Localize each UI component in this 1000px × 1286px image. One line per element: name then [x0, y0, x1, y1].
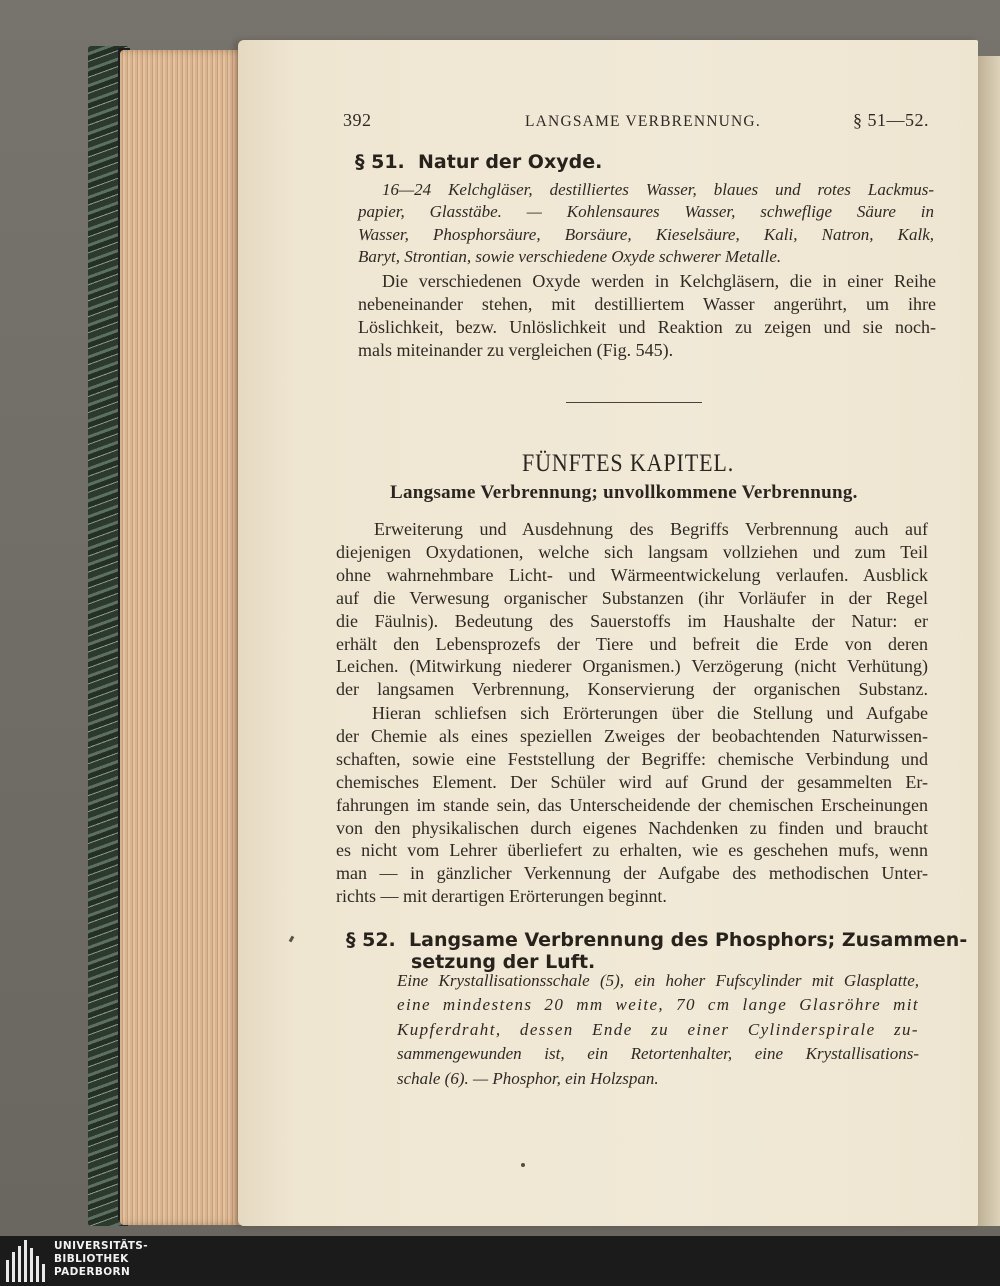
body-line: richts — mit derartigen Erörterungen beginnt.	[336, 886, 667, 907]
section-divider	[566, 402, 702, 403]
page-number: 392	[343, 110, 372, 130]
section-title: Langsame Verbrennung des Phosphors; Zusammen-	[409, 929, 968, 951]
library-name-line: PADERBORN	[54, 1266, 131, 1278]
chapter-paragraph-1	[336, 518, 928, 701]
section-51-body	[358, 270, 936, 362]
body-line: mals miteinander zu vergleichen (Fig. 545).	[358, 339, 674, 360]
body-line: chemisches Element. Der Schüler wird auf Grund der gesammelten Er-	[336, 771, 928, 792]
section-51-materials	[358, 179, 934, 268]
body-line: von den physikalischen durch eigenes Nachdenken zu finden und braucht	[336, 817, 928, 838]
page-block-edges	[120, 50, 248, 1225]
body-line: fahrungen im stande sein, das Unterscheidende der chemischen Erscheinungen	[336, 794, 928, 815]
materials-line: sammengewunden ist, ein Retortenhalter, eine Krystallisations-	[397, 1044, 919, 1064]
body-line: Hieran schliefsen sich Erörterungen über die Stellung und Aufgabe	[372, 703, 928, 723]
section-52-materials	[397, 969, 919, 1091]
body-line: auf die Verwesung organischer Substanzen (ihr Vorläufer in der Regel	[336, 587, 928, 608]
body-line: Leichen. (Mitwirkung niederer Organismen.) Verzögerung (nicht Verhütung)	[336, 656, 928, 677]
section-title: Natur der Oxyde.	[418, 151, 603, 173]
body-line: Erweiterung und Ausdehnung des Begriffs Verbrennung auch auf	[374, 519, 928, 539]
library-name-line: UNIVERSITÄTS-	[54, 1240, 149, 1252]
body-line: nebeneinander stehen, mit destilliertem Wasser angerührt, um ihre	[358, 293, 936, 314]
page-mark	[521, 1163, 525, 1167]
library-name	[54, 1240, 148, 1279]
body-line: man — in gänzlicher Verkennung der Aufgabe des methodischen Unter-	[336, 863, 928, 884]
body-line: Die verschiedenen Oxyde werden in Kelchgläsern, die in einer Reihe	[382, 271, 936, 291]
materials-line: papier, Glasstäbe. — Kohlensaures Wasser, schweflige Säure in	[358, 202, 934, 222]
materials-line: schale (6). — Phosphor, ein Holzspan.	[397, 1068, 659, 1088]
materials-line: Baryt, Strontian, sowie verschiedene Oxyde schwerer Metalle.	[358, 246, 782, 266]
materials-line: Kupferdraht, dessen Ende zu einer Cylinderspirale zu-	[397, 1019, 919, 1039]
library-name-line: BIBLIOTHEK	[54, 1253, 129, 1265]
section-52-heading	[346, 929, 967, 951]
body-line: der Chemie als eines speziellen Zweiges der beobachtenden Naturwissen-	[336, 725, 928, 746]
materials-line: 16—24 Kelchgläser, destilliertes Wasser, blaues und rotes Lackmus-	[382, 180, 934, 199]
body-line: die Fäulnis). Bedeutung des Sauerstoffs im Haushalte der Natur: er	[336, 610, 928, 631]
materials-line: Wasser, Phosphorsäure, Borsäure, Kieselsäure, Kali, Natron, Kalk,	[358, 224, 934, 244]
materials-line: Eine Krystallisationsschale (5), ein hoher Fufscylinder mit Glasplatte,	[397, 971, 919, 990]
section-range: § 51—52.	[853, 110, 929, 130]
body-line: Löslichkeit, bezw. Unlöslichkeit und Reaktion zu zeigen und sie noch-	[358, 316, 936, 337]
body-line: es nicht vom Lehrer überliefert zu erhalten, wie es geschehen mufs, wenn	[336, 840, 928, 861]
running-title: LANGSAME VERBRENNUNG.	[525, 113, 761, 130]
section-number: § 51.	[355, 151, 405, 173]
body-line: ohne wahrnehmbare Licht- und Wärmeentwickelung verlaufen. Ausblick	[336, 564, 928, 585]
body-line: erhält den Lebensprozefs der Tiere und befreit die Erde von deren	[336, 633, 928, 654]
chapter-title: FÜNFTES KAPITEL.	[522, 450, 735, 477]
section-52-heading-cont: setzung der Luft.	[411, 951, 596, 973]
section-number: § 52.	[346, 929, 396, 951]
chapter-paragraph-2	[336, 702, 928, 908]
body-line: schaften, sowie eine Feststellung der Begriffe: chemische Verbindung und	[336, 748, 928, 769]
body-line: diejenigen Oxydationen, welche sich langsam vollziehen und zum Teil	[336, 541, 928, 562]
library-footer	[0, 1236, 1000, 1286]
section-51-heading	[355, 151, 602, 173]
materials-line: eine mindestens 20 mm weite, 70 cm lange Glasröhre mit	[397, 995, 919, 1015]
body-line: der langsamen Verbrennung, Konservierung der organischen Substanz.	[336, 679, 928, 700]
library-logo-icon	[6, 1240, 46, 1282]
chapter-subtitle: Langsame Verbrennung; unvollkommene Verbrennung.	[390, 482, 858, 503]
